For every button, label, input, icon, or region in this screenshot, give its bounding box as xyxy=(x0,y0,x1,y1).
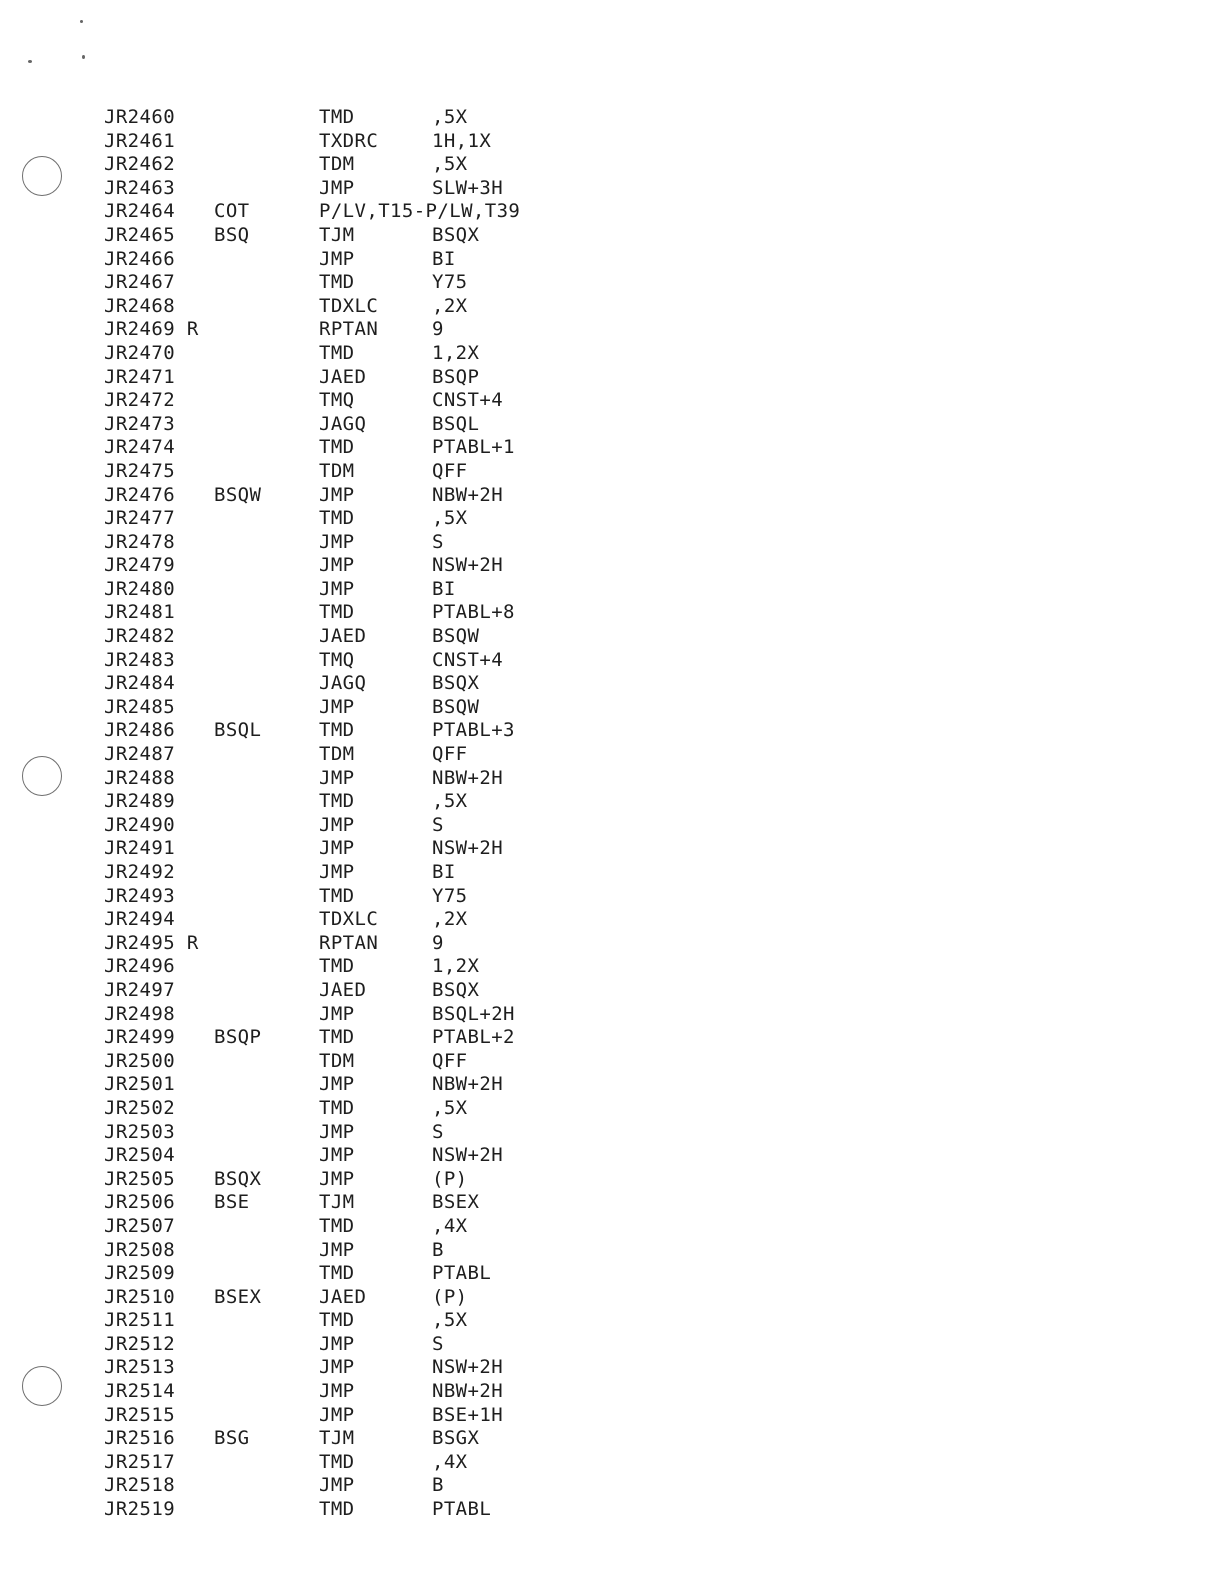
label-field: BSQX xyxy=(214,1167,262,1190)
code-line xyxy=(104,1073,664,1097)
opcode-field: TMD xyxy=(319,271,355,294)
opcode-field: TMD xyxy=(319,1096,355,1119)
label-field: BSQL xyxy=(214,719,262,742)
operand-field: NSW+2H xyxy=(432,837,504,860)
sequence-number: JR2460 xyxy=(104,106,176,128)
operand-field: ,5X xyxy=(432,1309,468,1332)
sequence-number: JR2490 xyxy=(104,813,176,836)
opcode-field: JMP xyxy=(319,861,355,883)
opcode-field: TMD xyxy=(319,790,355,813)
opcode-field: JMP xyxy=(319,766,355,789)
operand-field: PTABL xyxy=(432,1262,492,1285)
sequence-number: JR2464 xyxy=(104,200,176,223)
code-line xyxy=(104,248,664,272)
opcode-field: TMD xyxy=(319,955,355,978)
sequence-number: JR2474 xyxy=(104,436,176,459)
scan-speck xyxy=(80,20,83,23)
operand-field: BSQX xyxy=(432,978,480,1001)
sequence-number: JR2477 xyxy=(104,507,176,530)
code-line xyxy=(104,767,664,791)
opcode-field: JMP xyxy=(319,837,355,860)
opcode-field: TMD xyxy=(319,341,355,364)
opcode-field: JMP xyxy=(319,813,355,836)
operand-field: (P) xyxy=(432,1167,468,1190)
code-line xyxy=(104,885,664,909)
code-line xyxy=(104,554,664,578)
sequence-number: JR2510 xyxy=(104,1285,176,1308)
opcode-field: TMD xyxy=(319,436,355,459)
sequence-number: JR2468 xyxy=(104,294,176,317)
opcode-field: TMD xyxy=(319,507,355,530)
sequence-number: JR2504 xyxy=(104,1144,176,1167)
code-line xyxy=(104,366,664,390)
opcode-field: TDXLC xyxy=(319,294,379,317)
operand-field: S xyxy=(432,1120,444,1143)
operand-field: PTABL+2 xyxy=(432,1026,515,1049)
code-line xyxy=(104,837,664,861)
opcode-field: TMQ xyxy=(319,648,355,671)
opcode-field: TMD xyxy=(319,1214,355,1237)
sequence-number: JR2480 xyxy=(104,577,176,600)
operand-field: BI xyxy=(432,577,456,600)
opcode-field: JMP xyxy=(319,1144,355,1167)
opcode-field: TDM xyxy=(319,743,355,766)
sequence-number: JR2492 xyxy=(104,861,176,883)
code-line xyxy=(104,1356,664,1380)
operand-field: S xyxy=(432,530,444,553)
opcode-field: JMP xyxy=(319,1073,355,1096)
label-field: BSQW xyxy=(214,483,262,506)
code-line xyxy=(104,271,664,295)
operand-field: ,4X xyxy=(432,1450,468,1473)
sequence-number: JR2479 xyxy=(104,554,176,577)
code-line xyxy=(104,413,664,437)
sequence-number: JR2496 xyxy=(104,955,176,978)
opcode-field: JAGQ xyxy=(319,672,367,695)
code-listing xyxy=(104,106,664,1554)
code-line xyxy=(104,507,664,531)
scan-speck xyxy=(28,60,32,63)
code-line xyxy=(104,318,664,342)
sequence-number: JR2483 xyxy=(104,648,176,671)
sequence-number: JR2466 xyxy=(104,247,176,270)
opcode-field: TMD xyxy=(319,1309,355,1332)
operand-field: BSQX xyxy=(432,223,480,246)
label-field: BSEX xyxy=(214,1285,262,1308)
operand-field: QFF xyxy=(432,459,468,482)
opcode-field: JMP xyxy=(319,1002,355,1025)
operand-field: SLW+3H xyxy=(432,176,504,199)
sequence-number: JR2478 xyxy=(104,530,176,553)
code-line xyxy=(104,601,664,625)
opcode-field: RPTAN xyxy=(319,318,379,341)
sequence-number: JR2471 xyxy=(104,365,176,388)
code-line xyxy=(104,1286,664,1310)
code-line xyxy=(104,625,664,649)
code-line xyxy=(104,1498,664,1522)
sequence-number: JR2475 xyxy=(104,459,176,482)
sequence-number: JR2519 xyxy=(104,1498,176,1521)
operand-field: (P) xyxy=(432,1285,468,1308)
sequence-number: JR2511 xyxy=(104,1309,176,1332)
opcode-field: JMP xyxy=(319,530,355,553)
code-line xyxy=(104,177,664,201)
code-line xyxy=(104,1451,664,1475)
sequence-number: JR2489 xyxy=(104,790,176,813)
code-line xyxy=(104,1474,664,1498)
operand-field: BI xyxy=(432,861,456,883)
sequence-number: JR2518 xyxy=(104,1474,176,1497)
sequence-number: JR2485 xyxy=(104,695,176,718)
code-line xyxy=(104,743,664,767)
code-line xyxy=(104,696,664,720)
opcode-field: JAGQ xyxy=(319,412,367,435)
operand-field: PTABL+3 xyxy=(432,719,515,742)
opcode-field: TMD xyxy=(319,1026,355,1049)
code-line xyxy=(104,436,664,460)
operand-field: CNST+4 xyxy=(432,389,504,412)
operand-field: ,5X xyxy=(432,507,468,530)
sequence-number: JR2500 xyxy=(104,1049,176,1072)
label-field: BSQ xyxy=(214,223,250,246)
code-line xyxy=(104,1215,664,1239)
label-field: COT xyxy=(214,200,250,223)
code-line xyxy=(104,484,664,508)
code-line xyxy=(104,531,664,555)
operand-field: CNST+4 xyxy=(432,648,504,671)
code-line xyxy=(104,908,664,932)
operand-field: BSE+1H xyxy=(432,1403,504,1426)
operand-field: S xyxy=(432,1332,444,1355)
operand-field: NSW+2H xyxy=(432,1356,504,1379)
code-line xyxy=(104,106,664,130)
opcode-field: JMP xyxy=(319,577,355,600)
operand-field: BSQX xyxy=(432,672,480,695)
operand-field: BSQL+2H xyxy=(432,1002,515,1025)
operand-field: B xyxy=(432,1474,444,1497)
opcode-field: JMP xyxy=(319,554,355,577)
code-line xyxy=(104,1191,664,1215)
sequence-number: JR2462 xyxy=(104,153,176,176)
code-line xyxy=(104,1003,664,1027)
sequence-number: JR2461 xyxy=(104,129,176,152)
sequence-number: JR2482 xyxy=(104,625,176,648)
opcode-field: JMP xyxy=(319,176,355,199)
sequence-number: JR2470 xyxy=(104,341,176,364)
sequence-number: JR2484 xyxy=(104,672,176,695)
code-line xyxy=(104,1168,664,1192)
operand-field: Y75 xyxy=(432,271,468,294)
code-line xyxy=(104,130,664,154)
operand-field: BSGX xyxy=(432,1427,480,1450)
punch-hole-top xyxy=(22,156,62,196)
operand-field: ,5X xyxy=(432,106,468,128)
code-line xyxy=(104,649,664,673)
code-line xyxy=(104,342,664,366)
operand-field: ,2X xyxy=(432,908,468,931)
code-line xyxy=(104,1309,664,1333)
sequence-number: JR2472 xyxy=(104,389,176,412)
operand-field: 9 xyxy=(432,931,444,954)
label-field: BSG xyxy=(214,1427,250,1450)
sequence-number: JR2487 xyxy=(104,743,176,766)
operand-field: NBW+2H xyxy=(432,1380,504,1403)
opcode-field: TDM xyxy=(319,153,355,176)
opcode-field: JMP xyxy=(319,1120,355,1143)
opcode-field: JMP xyxy=(319,1380,355,1403)
opcode-field: JMP xyxy=(319,483,355,506)
operand-field: NBW+2H xyxy=(432,483,504,506)
sequence-number: JR2473 xyxy=(104,412,176,435)
code-line xyxy=(104,1050,664,1074)
sequence-number: JR2501 xyxy=(104,1073,176,1096)
sequence-number: JR2508 xyxy=(104,1238,176,1261)
operand-field: ,5X xyxy=(432,153,468,176)
opcode-field: TJM xyxy=(319,1427,355,1450)
opcode-field: TDM xyxy=(319,1049,355,1072)
sequence-number: JR2498 xyxy=(104,1002,176,1025)
operand-field: 1,2X xyxy=(432,341,480,364)
code-line xyxy=(104,295,664,319)
label-field: BSQP xyxy=(214,1026,262,1049)
opcode-field: JAED xyxy=(319,1285,367,1308)
sequence-number: JR2514 xyxy=(104,1380,176,1403)
sequence-number: JR2516 xyxy=(104,1427,176,1450)
sequence-number: JR2497 xyxy=(104,978,176,1001)
opcode-field: JMP xyxy=(319,1238,355,1261)
sequence-number: JR2512 xyxy=(104,1332,176,1355)
scan-speck xyxy=(82,55,85,59)
operand-field: NSW+2H xyxy=(432,1144,504,1167)
opcode-field: TDXLC xyxy=(319,908,379,931)
opcode-field: JMP xyxy=(319,1474,355,1497)
operand-field: QFF xyxy=(432,743,468,766)
operand-field: ,5X xyxy=(432,790,468,813)
opcode-field: TJM xyxy=(319,1191,355,1214)
opcode-field: JMP xyxy=(319,1403,355,1426)
punch-hole-middle xyxy=(22,756,62,796)
punch-hole-bottom xyxy=(22,1366,62,1406)
code-line xyxy=(104,979,664,1003)
opcode-field: TMD xyxy=(319,1450,355,1473)
sequence-number: JR2499 xyxy=(104,1026,176,1049)
operand-field: PTABL+1 xyxy=(432,436,515,459)
operand-field: BSQW xyxy=(432,625,480,648)
code-line xyxy=(104,1427,664,1451)
operand-field: ,4X xyxy=(432,1214,468,1237)
operand-field: 1,2X xyxy=(432,955,480,978)
opcode-field: JAED xyxy=(319,978,367,1001)
code-line xyxy=(104,1380,664,1404)
opcode-field: TMD xyxy=(319,1498,355,1521)
sequence-number: JR2517 xyxy=(104,1450,176,1473)
code-line xyxy=(104,1097,664,1121)
opcode-field: JMP xyxy=(319,1332,355,1355)
code-line xyxy=(104,814,664,838)
sequence-number: JR2503 xyxy=(104,1120,176,1143)
operand-field: NSW+2H xyxy=(432,554,504,577)
code-line xyxy=(104,1262,664,1286)
sequence-number: JR2494 xyxy=(104,908,176,931)
operand-field: 9 xyxy=(432,318,444,341)
opcode-field: JMP xyxy=(319,1167,355,1190)
sequence-number: JR2486 xyxy=(104,719,176,742)
code-line xyxy=(104,955,664,979)
sequence-number: JR2493 xyxy=(104,884,176,907)
opcode-field: JAED xyxy=(319,365,367,388)
code-line xyxy=(104,224,664,248)
operand-field: PTABL xyxy=(432,1498,492,1521)
opcode-field: P/LV,T15-P/LW,T39 xyxy=(319,200,521,223)
code-line xyxy=(104,932,664,956)
opcode-field: JMP xyxy=(319,695,355,718)
opcode-field: TMD xyxy=(319,1262,355,1285)
sequence-number: JR2463 xyxy=(104,176,176,199)
sequence-number: JR2488 xyxy=(104,766,176,789)
operand-field: BI xyxy=(432,247,456,270)
opcode-field: TXDRC xyxy=(319,129,379,152)
code-line xyxy=(104,389,664,413)
label-field: BSE xyxy=(214,1191,250,1214)
operand-field: BSQW xyxy=(432,695,480,718)
operand-field: S xyxy=(432,813,444,836)
sequence-number: JR2513 xyxy=(104,1356,176,1379)
operand-field: B xyxy=(432,1238,444,1261)
sequence-number: JR2507 xyxy=(104,1214,176,1237)
operand-field: BSQP xyxy=(432,365,480,388)
sequence-number: JR2467 xyxy=(104,271,176,294)
sequence-number: JR2506 xyxy=(104,1191,176,1214)
sequence-number: JR2502 xyxy=(104,1096,176,1119)
sequence-number: JR2505 xyxy=(104,1167,176,1190)
sequence-number: JR2465 xyxy=(104,223,176,246)
opcode-field: TJM xyxy=(319,223,355,246)
code-line xyxy=(104,578,664,602)
operand-field: PTABL+8 xyxy=(432,601,515,624)
operand-field: BSQL xyxy=(432,412,480,435)
opcode-field: JMP xyxy=(319,1356,355,1379)
code-line xyxy=(104,200,664,224)
operand-field: Y75 xyxy=(432,884,468,907)
code-line xyxy=(104,790,664,814)
sequence-number: JR2481 xyxy=(104,601,176,624)
operand-field: BSEX xyxy=(432,1191,480,1214)
code-line xyxy=(104,1239,664,1263)
operand-field: ,5X xyxy=(432,1096,468,1119)
opcode-field: TMD xyxy=(319,719,355,742)
code-line xyxy=(104,861,664,885)
code-line xyxy=(104,460,664,484)
operand-field: 1H,1X xyxy=(432,129,492,152)
code-line xyxy=(104,1121,664,1145)
code-line xyxy=(104,719,664,743)
sequence-number: JR2491 xyxy=(104,837,176,860)
sequence-number: JR2476 xyxy=(104,483,176,506)
code-line xyxy=(104,1144,664,1168)
opcode-field: TMQ xyxy=(319,389,355,412)
opcode-field: TMD xyxy=(319,884,355,907)
opcode-field: RPTAN xyxy=(319,931,379,954)
code-line xyxy=(104,1026,664,1050)
code-line xyxy=(104,1333,664,1357)
operand-field: QFF xyxy=(432,1049,468,1072)
opcode-field: TMD xyxy=(319,106,355,128)
opcode-field: JAED xyxy=(319,625,367,648)
sequence-number: JR2515 xyxy=(104,1403,176,1426)
sequence-number: JR2469 R xyxy=(104,318,199,341)
sequence-number: JR2509 xyxy=(104,1262,176,1285)
operand-field: ,2X xyxy=(432,294,468,317)
opcode-field: TMD xyxy=(319,601,355,624)
code-line xyxy=(104,672,664,696)
operand-field: NBW+2H xyxy=(432,766,504,789)
code-line xyxy=(104,153,664,177)
opcode-field: TDM xyxy=(319,459,355,482)
code-line xyxy=(104,1404,664,1428)
sequence-number: JR2495 R xyxy=(104,931,199,954)
opcode-field: JMP xyxy=(319,247,355,270)
operand-field: NBW+2H xyxy=(432,1073,504,1096)
